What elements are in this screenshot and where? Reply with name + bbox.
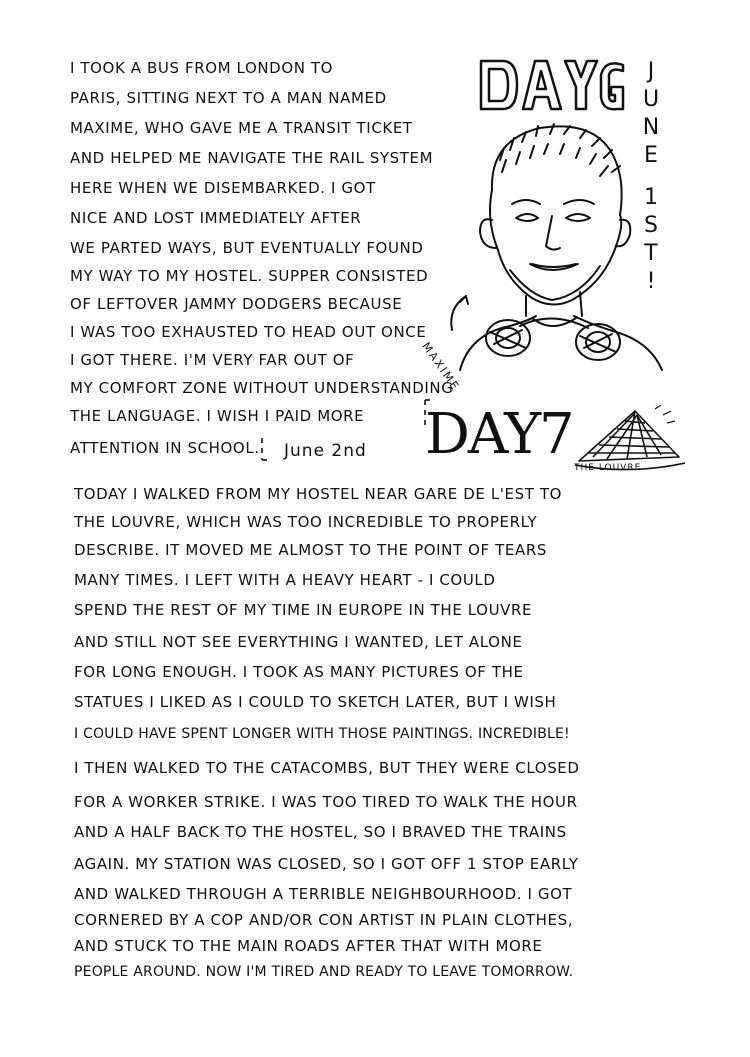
day7-line-4: MANY TIMES. I LEFT WITH A HEAVY HEART - I COULD [74, 571, 496, 589]
day6-line-7: WE PARTED WAYS, BUT EVENTUALLY FOUND [70, 239, 424, 257]
day7-line-11: FOR A WORKER STRIKE. I WAS TOO TIRED TO WALK THE HOUR [74, 793, 578, 811]
day6-date-letter: E [644, 143, 658, 168]
day7-line-3: DESCRIBE. IT MOVED ME ALMOST TO THE POINT OF TEARS [74, 541, 547, 559]
day6-date-letter: 1 [644, 185, 658, 210]
day6-line-9: OF LEFTOVER JAMMY DODGERS BECAUSE [70, 295, 403, 313]
day6-date-letter: J [647, 59, 655, 84]
portrait-caption: MAXIME [419, 340, 463, 394]
day7-line-7: FOR LONG ENOUGH. I TOOK AS MANY PICTURES OF THE [74, 663, 524, 681]
day6-line-5: HERE WHEN WE DISEMBARKED. I GOT [70, 179, 376, 197]
day6-line-8: MY WAY TO MY HOSTEL. SUPPER CONSISTED [70, 267, 429, 285]
day6-line-6: NICE AND LOST IMMEDIATELY AFTER [70, 209, 362, 227]
day6-line-11: I GOT THERE. I'M VERY FAR OUT OF [70, 351, 355, 369]
day6-line-2: PARIS, SITTING NEXT TO A MAN NAMED [70, 89, 387, 107]
day7-line-2: THE LOUVRE, WHICH WAS TOO INCREDIBLE TO PROPERLY [74, 513, 538, 531]
day6-line-13: THE LANGUAGE. I WISH I PAID MORE [70, 407, 365, 425]
day6-line-10: I WAS TOO EXHAUSTED TO HEAD OUT ONCE [70, 323, 427, 341]
day7-line-15: CORNERED BY A COP AND/OR CON ARTIST IN PLAIN CLOTHES, [74, 911, 574, 929]
day7-title: DAY7 [425, 402, 573, 467]
day7-line-6: AND STILL NOT SEE EVERYTHING I WANTED, LET ALONE [74, 633, 523, 651]
day7-line-16: AND STUCK TO THE MAIN ROADS AFTER THAT WITH MORE [74, 937, 543, 955]
day7-line-8: STATUES I LIKED AS I COULD TO SKETCH LATER, BUT I WISH [74, 693, 557, 711]
day7-line-10: I THEN WALKED TO THE CATACOMBS, BUT THEY WERE CLOSED [74, 759, 580, 777]
day7-line-1: TODAY I WALKED FROM MY HOSTEL NEAR GARE DE L'EST TO [74, 485, 563, 503]
day6-date-letter: T [644, 241, 658, 266]
day6-line-14: ATTENTION IN SCHOOL. [70, 439, 260, 457]
day6-line-4: AND HELPED ME NAVIGATE THE RAIL SYSTEM [70, 149, 434, 167]
day6-date-letter: S [644, 213, 658, 238]
day6-date-letter: U [642, 87, 660, 112]
day7-line-5: SPEND THE REST OF MY TIME IN EUROPE IN THE LOUVRE [74, 601, 533, 619]
day7-line-9: I COULD HAVE SPENT LONGER WITH THOSE PAINTINGS. INCREDIBLE! [74, 726, 570, 742]
day6-date-letter: N [642, 115, 660, 140]
day7-line-17: PEOPLE AROUND. NOW I'M TIRED AND READY TO LEAVE TOMORROW. [74, 964, 574, 980]
day6-line-12: MY COMFORT ZONE WITHOUT UNDERSTANDING [70, 379, 454, 397]
drawing-caption: THE LOUVRE [574, 463, 642, 473]
day6-line-1: I TOOK A BUS FROM LONDON TO [70, 59, 334, 77]
day6-date-letter: ! [646, 269, 656, 294]
day7-date: June 2nd [284, 441, 367, 461]
day7-line-12: AND A HALF BACK TO THE HOSTEL, SO I BRAVED THE TRAINS [74, 823, 567, 841]
day7-line-13: AGAIN. MY STATION WAS CLOSED, SO I GOT OFF 1 STOP EARLY [74, 855, 579, 873]
day6-line-3: MAXIME, WHO GAVE ME A TRANSIT TICKET [70, 119, 413, 137]
day7-line-14: AND WALKED THROUGH A TERRIBLE NEIGHBOURHOOD. I GOT [74, 885, 573, 903]
